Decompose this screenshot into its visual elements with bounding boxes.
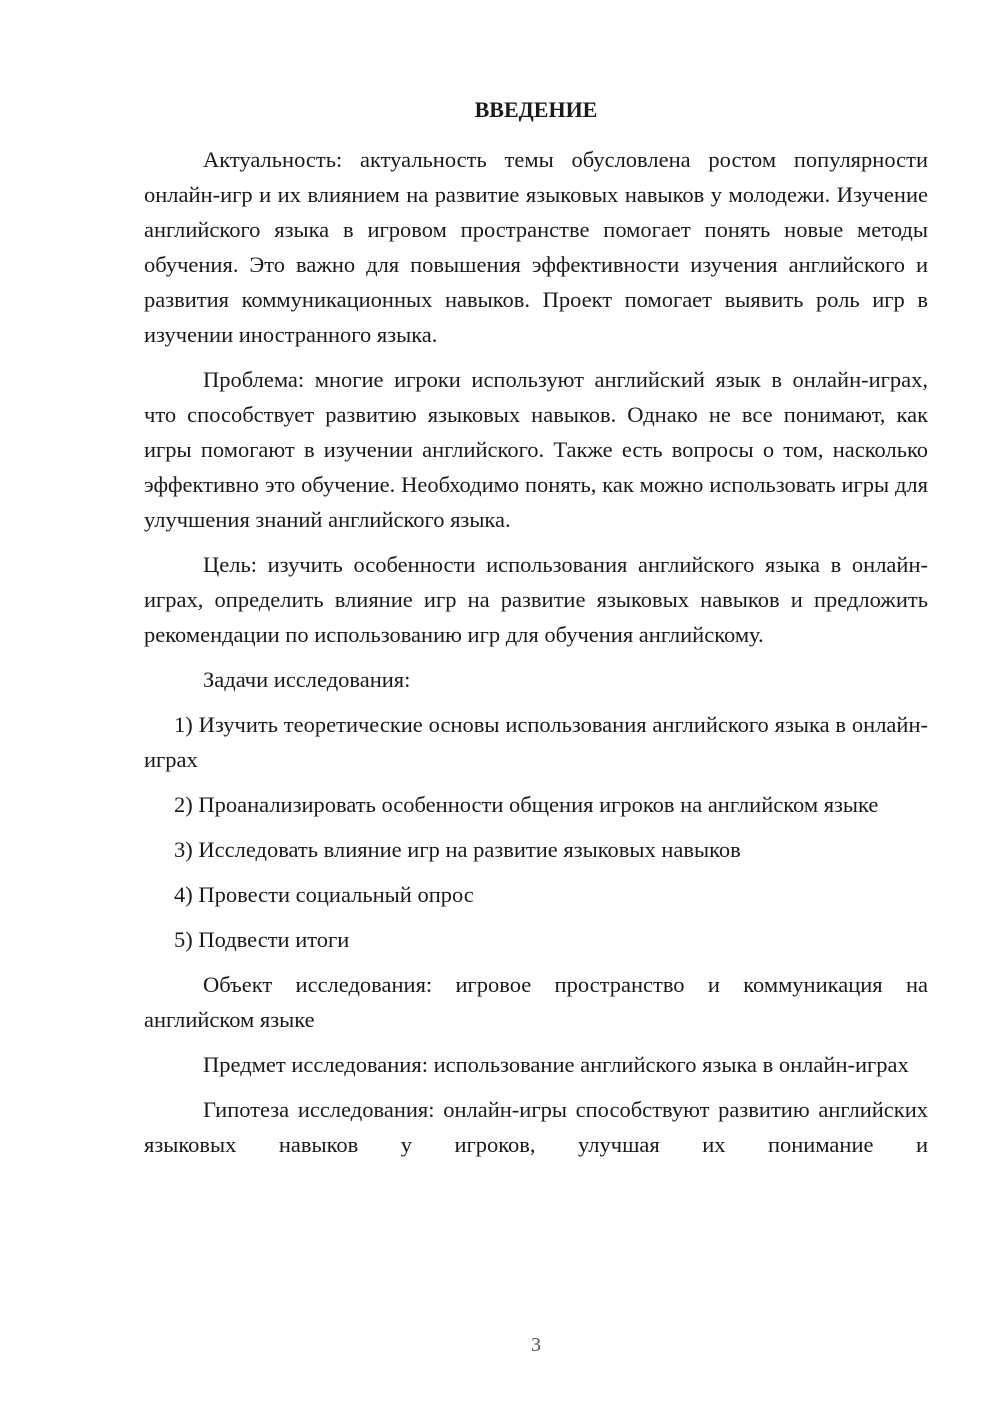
task-item-3: 3) Исследовать влияние игр на развитие языковых навыков bbox=[174, 837, 741, 862]
paragraph-object: Объект исследования: игровое пространство и коммуникация на английском языке bbox=[144, 972, 928, 1032]
page-title: ВВЕДЕНИЕ bbox=[474, 97, 598, 122]
paragraph-tasks-heading: Задачи исследования: bbox=[203, 667, 411, 692]
paragraph-relevance: Актуальность: актуальность темы обусловлена ростом популярности онлайн-игр и их влиянием на развитие языковых навыков у молодежи. Изучение английского языка в игровом пространстве помогает понять новые методы обучения. Это важно для повышения эффективности изучения английского и развития коммуникационных навыков. Проект помогает выявить роль игр в изучении иностранного языка. bbox=[144, 147, 928, 347]
paragraph-subject: Предмет исследования: использование английского языка в онлайн-играх bbox=[203, 1052, 909, 1077]
task-item-4: 4) Провести социальный опрос bbox=[174, 882, 474, 907]
task-item-5: 5) Подвести итоги bbox=[174, 927, 350, 952]
paragraph-goal: Цель: изучить особенности использования английского языка в онлайн-играх, определить влияние игр на развитие языковых навыков и предложить рекомендации по использованию игр для обучения английскому. bbox=[144, 552, 928, 647]
task-item-2: 2) Проанализировать особенности общения игроков на английском языке bbox=[174, 792, 879, 817]
paragraph-problem: Проблема: многие игроки используют английский язык в онлайн-играх, что способствует развитию языковых навыков. Однако не все понимают, как игры помогают в изучении английского. Также есть вопросы о том, насколько эффективно это обучение. Необходимо понять, как можно использовать игры для улучшения знаний английского языка. bbox=[144, 367, 928, 532]
paragraph-hypothesis: Гипотеза исследования: онлайн-игры способствуют развитию английских языковых навыков у игроков, улучшая их понимание и bbox=[144, 1097, 928, 1157]
document-body bbox=[144, 142, 928, 1162]
task-item-1: 1) Изучить теоретические основы использования английского языка в онлайн-играх bbox=[144, 712, 928, 772]
page-number: 3 bbox=[531, 1334, 541, 1356]
